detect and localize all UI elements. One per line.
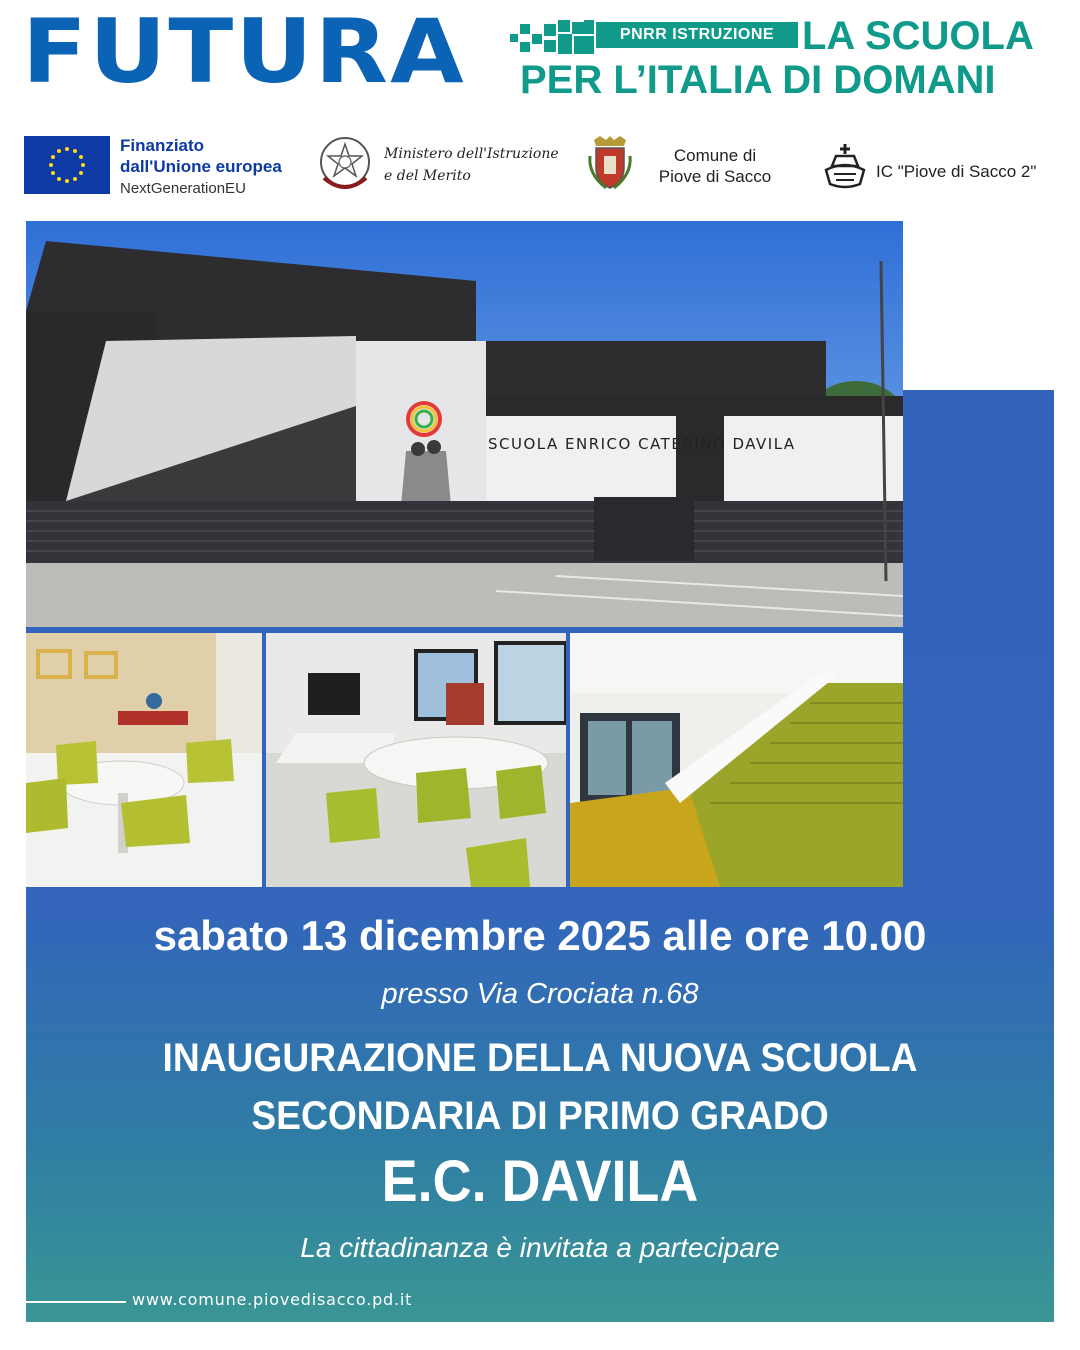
event-place: presso Via Crociata n.68 [381, 978, 699, 1010]
next-generation-eu-label: NextGenerationEU [120, 180, 246, 197]
event-title-line2: SECONDARIA DI PRIMO GRADO [251, 1094, 829, 1138]
staircase-photo [570, 633, 903, 887]
pnrr-badge: PNRR ISTRUZIONE [596, 22, 798, 48]
eu-funding-label: Finanziato [120, 136, 205, 155]
comune-label-2: Piove di Sacco [658, 167, 772, 186]
futura-logo: FUTURA [22, 0, 466, 103]
classroom-photo [266, 633, 566, 887]
school-institute-label: IC "Piove di Sacco 2" [876, 162, 1037, 181]
eu-funding-label-2: dall'Unione europea [120, 157, 282, 176]
comune-label: Comune di [673, 146, 757, 165]
event-date-time: sabato 13 dicembre 2025 alle ore 10.00 [153, 912, 927, 959]
event-title-line1: INAUGURAZIONE DELLA NUOVA SCUOLA [162, 1036, 918, 1080]
tagline-line1: LA SCUOLA [802, 14, 1034, 58]
school-name: E.C. DAVILA [381, 1149, 699, 1214]
tagline-line2: PER L’ITALIA DI DOMANI [520, 58, 996, 102]
footer-divider [26, 1301, 126, 1303]
interior-photos [26, 633, 903, 887]
school-institute-logo-icon [820, 140, 870, 196]
ministry-label-2: e del Merito [384, 168, 471, 184]
ministry-label: Ministero dell'Istruzione [384, 146, 559, 162]
eu-flag-icon [24, 136, 110, 194]
invitation-text: La cittadinanza è invitata a partecipare [300, 1232, 780, 1263]
website-link[interactable]: www.comune.piovedisacco.pd.it [132, 1290, 413, 1309]
pixel-pattern-icon [510, 20, 594, 56]
library-photo [26, 633, 262, 887]
facade-sign: SCUOLA ENRICO CATERINO DAVILA [488, 435, 796, 453]
comune-coat-of-arms-icon [586, 134, 634, 196]
italian-republic-emblem-icon [316, 134, 374, 198]
school-facade-photo [26, 221, 903, 627]
